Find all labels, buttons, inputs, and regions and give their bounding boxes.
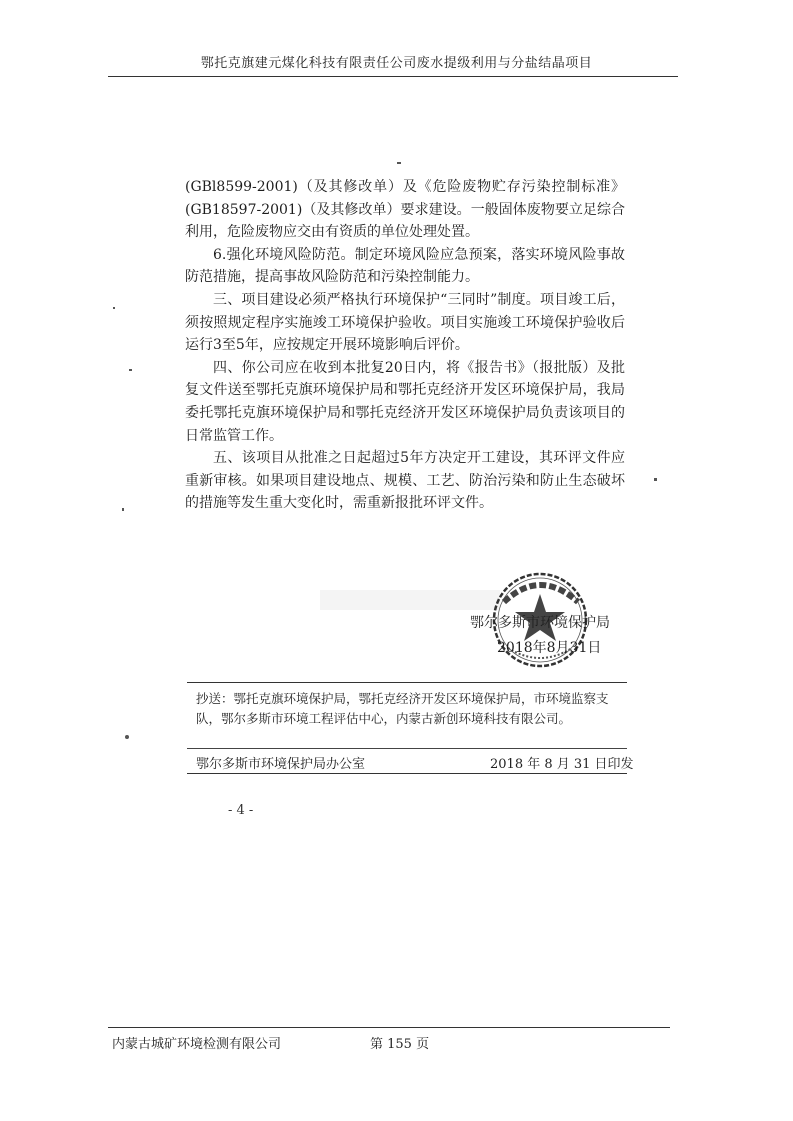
header-rule: [108, 76, 678, 77]
paragraph: (GBl8599-2001)（及其修改单）及《危险废物贮存污染控制标准》(GB18597-2001)（及其修改单）要求建设。一般固体废物要立足综合利用，危险废物应交由有资质的单位处理处置。: [185, 179, 625, 241]
body-text: [185, 176, 625, 515]
cc-top-rule: [187, 682, 627, 683]
scan-mark: [397, 162, 401, 164]
scan-mark: [654, 478, 657, 481]
cc-divider: [187, 748, 627, 749]
inner-page-number: - 4 -: [228, 803, 254, 818]
report-header-title: 鄂托克旗建元煤化科技有限责任公司废水提级利用与分盐结晶项目: [200, 56, 593, 71]
footer-company: 内蒙古城矿环境检测有限公司: [112, 1037, 282, 1052]
paragraph: 6.强化环境风险防范。制定环境风险应急预案，落实环境风险事故防范措施，提高事故风险防范和污染控制能力。: [185, 246, 625, 286]
scan-mark: [113, 307, 115, 309]
paragraph: 五、该项目从批准之日起超过5年方决定开工建设，其环评文件应重新审核。如果项目建设地点、规模、工艺、防治污染和防止生态破坏的措施等发生重大变化时，需重新报批环评文件。: [185, 450, 625, 512]
issuing-office: 鄂尔多斯市环境保护局办公室: [196, 757, 366, 772]
scan-shadow: [320, 590, 500, 610]
footer-rule: [108, 1027, 670, 1028]
scan-mark: [129, 369, 132, 371]
cc-list: 抄送：鄂托克旗环境保护局，鄂托克经济开发区环境保护局，市环境监察支队，鄂尔多斯市环境工程评估中心，内蒙古新创环境科技有限公司。: [196, 691, 609, 726]
scan-mark: [122, 508, 124, 511]
footer-page-number: 第 155 页: [370, 1037, 430, 1052]
scan-mark: [125, 735, 129, 739]
cc-bottom-rule: [187, 773, 627, 774]
signature-organization: 鄂尔多斯市环境保护局: [470, 615, 610, 631]
issuing-date: 2018 年 8 月 31 日印发: [490, 757, 634, 772]
paragraph: 三、项目建设必须严格执行环境保护“三同时”制度。项目竣工后，须按照规定程序实施竣工环境保护验收。项目实施竣工环境保护验收后运行3至5年，应按规定开展环境影响后评价。: [185, 291, 625, 354]
paragraph: 四、你公司应在收到本批复20日内，将《报告书》（报批版）及批复文件送至鄂托克旗环境保护局和鄂托克经济开发区环境保护局，我局委托鄂托克旗环境保护局和鄂托克经济开发区环境保护局负责该项目的日常监管工作。: [185, 359, 625, 444]
signature-date: 2018年8月31日: [497, 640, 602, 656]
